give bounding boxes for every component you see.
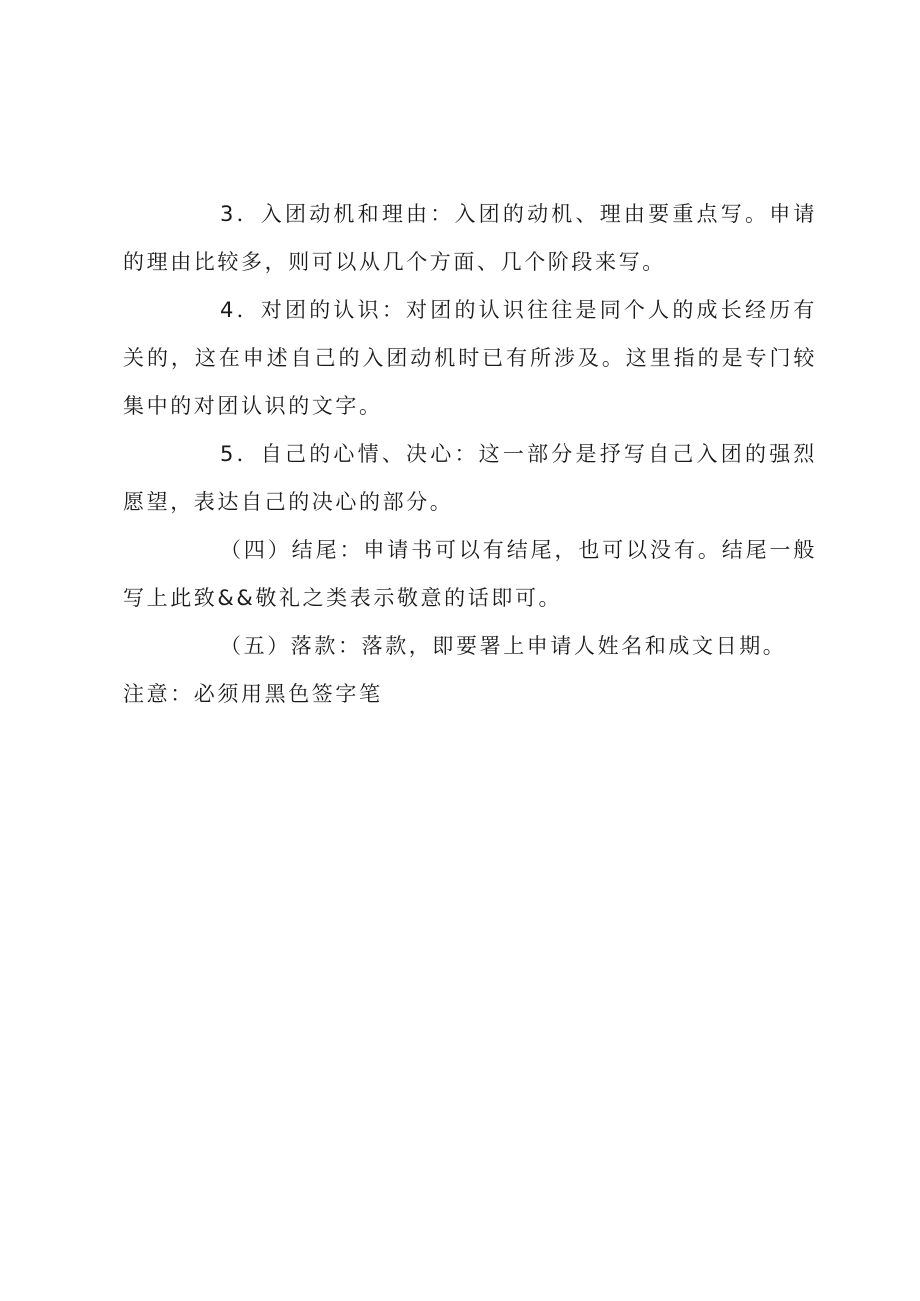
paragraph-motivation: 3．入团动机和理由：入团的动机、理由要重点写。申请的理由比较多，则可以从几个方面、几个阶段来写。 — [123, 202, 817, 274]
paragraph-signature: （五）落款：落款，即要署上申请人姓名和成文日期。 — [220, 634, 787, 658]
paragraph-understanding: 4．对团的认识：对团的认识往往是同个人的成长经历有关的，这在申述自己的入团动机时已有所涉及。这里指的是专门较集中的对团认识的文字。 — [123, 298, 817, 418]
paragraph-determination: 5．自己的心情、决心：这一部分是抒写自己入团的强烈愿望，表达自己的决心的部分。 — [123, 442, 817, 514]
paragraph-ending: （四）结尾：申请书可以有结尾，也可以没有。结尾一般写上此致&&敬礼之类表示敬意的话即可。 — [123, 538, 817, 610]
paragraph-note: 注意：必须用黑色签字笔 — [123, 682, 383, 706]
